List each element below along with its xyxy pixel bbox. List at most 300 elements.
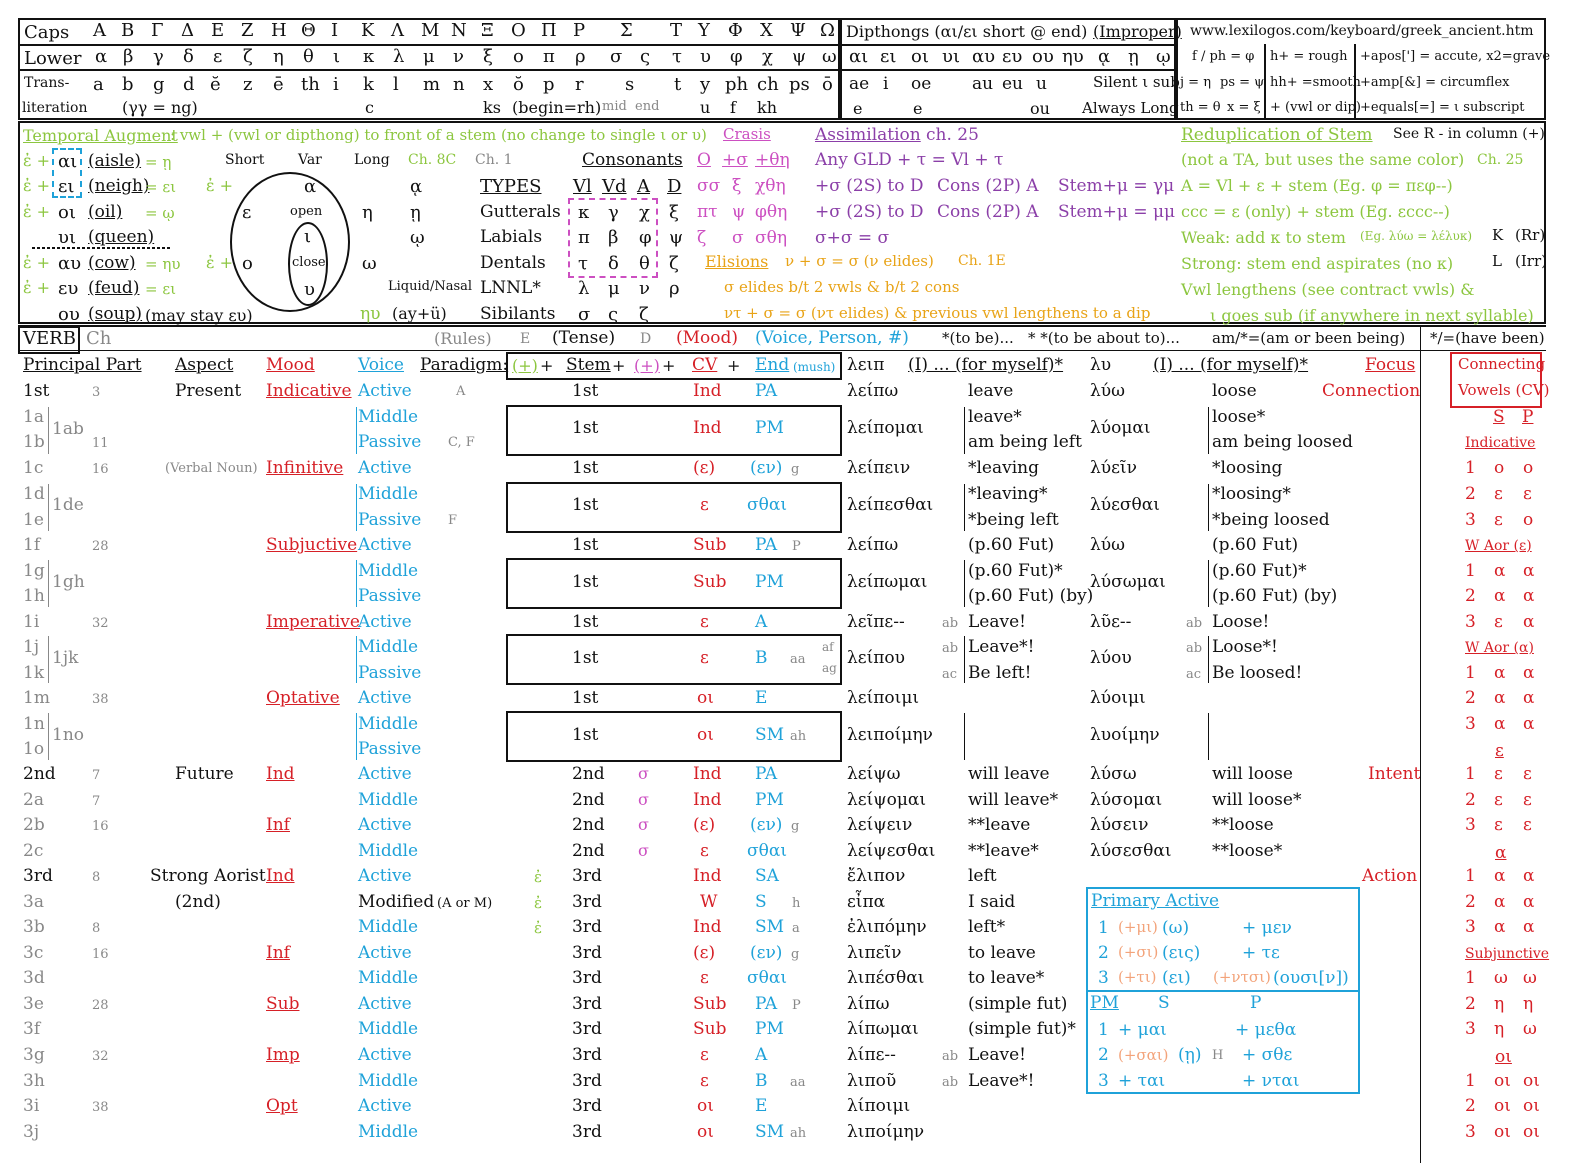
key-hint: +amp[&] = circumflex: [1360, 75, 1510, 90]
caps-letter: Ο: [511, 20, 526, 41]
col-vd: Vd: [602, 176, 627, 197]
pa-ending: (+μι): [1118, 918, 1158, 936]
augment-word: (cow): [88, 253, 136, 273]
caps-letter: Λ: [391, 20, 404, 41]
cons: σ: [578, 304, 591, 325]
leip-meaning: Leave*!: [968, 637, 1035, 657]
stem: 1st: [572, 381, 599, 401]
part-label: 1a: [23, 407, 44, 427]
cv: (ε): [693, 943, 716, 963]
cons-type: Dentals: [480, 253, 546, 273]
group-bracket: [48, 713, 49, 760]
cons: ζ: [669, 253, 679, 274]
translit-note: (begin=rh): [512, 98, 602, 117]
mood: Inf: [266, 815, 290, 835]
assim-rule: +σ (2S) to D: [815, 176, 924, 196]
cv-p-val: η: [1523, 994, 1534, 1014]
cv-s-val: οι: [1494, 1096, 1511, 1116]
lower-letter: β: [123, 46, 134, 67]
row-line: [18, 350, 1546, 351]
ending: SA: [755, 866, 779, 886]
part-label: 1m: [23, 688, 50, 708]
stem: 2nd: [572, 790, 605, 810]
lower-letter: ο: [513, 46, 524, 67]
oval-open: open: [290, 204, 323, 219]
cons: τ: [578, 253, 588, 274]
stem: 3rd: [572, 1045, 602, 1065]
translit-letter: r: [575, 74, 584, 95]
cv-p-val: α: [1523, 866, 1535, 886]
cons-highlight: [568, 198, 658, 278]
cv: ε: [700, 968, 709, 988]
cv-p-val: ε: [1523, 484, 1532, 504]
leip-form: λείπειν: [847, 458, 911, 478]
voice: Active: [358, 458, 412, 478]
group-bracket: [48, 636, 49, 683]
caps-letter: Β: [121, 20, 135, 41]
stem: 3rd: [572, 917, 602, 937]
col-meaning: (I) ... (for myself)*: [908, 355, 1064, 375]
ag-note: ag: [822, 661, 837, 675]
part-label: 1n: [23, 714, 45, 734]
am-label: am/*=(am or been being): [1212, 329, 1406, 347]
caps-letter: Κ: [361, 20, 375, 41]
group-bracket: [48, 560, 49, 607]
lower-letter: ς: [640, 46, 651, 67]
ending-note: h: [792, 896, 801, 911]
part-ch: 32: [92, 616, 109, 631]
ly-meaning: loose: [1212, 381, 1257, 401]
redup-title: Reduplication of Stem: [1181, 125, 1373, 145]
lower-letter: ξ: [483, 46, 493, 67]
col-cv: CV: [692, 355, 718, 375]
cons-o: +θη: [755, 150, 790, 170]
cv-heading: W Aor (α): [1465, 640, 1534, 656]
augment-word: (queen): [88, 227, 155, 247]
cv-num: 3: [1465, 815, 1476, 835]
stem: 2nd: [572, 764, 605, 784]
leip-meaning: I said: [968, 892, 1016, 912]
cv-num: 2: [1465, 790, 1476, 810]
ending: PM: [755, 572, 784, 592]
leip-form: λείψω: [847, 764, 901, 784]
elisions-rule: ν + σ = σ (ν elides): [785, 252, 934, 270]
augment-word: (feud): [88, 278, 140, 298]
caps-letter: Τ: [670, 20, 683, 41]
dipthong: οι: [911, 46, 929, 67]
ly-form: λύσεσθαι: [1090, 841, 1172, 861]
augment-dip: αυ: [58, 253, 82, 274]
augment-result: = ει: [145, 178, 176, 196]
dipthong-translit: u: [1036, 74, 1047, 94]
aspect: Present: [175, 381, 242, 401]
key-hint: + (vwl or dip): [1270, 100, 1361, 115]
key-hint: +apos['] = accute, x2=grave: [1360, 49, 1551, 64]
caps-letter: Ι: [331, 20, 339, 41]
ending: (εν): [750, 458, 783, 478]
redup-line: Vwl lengthens (see contract vwls) &: [1181, 280, 1475, 299]
cv: οι: [697, 1122, 714, 1142]
cv-num: 2: [1465, 994, 1476, 1014]
pm-line: [1088, 990, 1358, 992]
voice: Active: [358, 535, 412, 555]
cv-num: 1: [1465, 1071, 1476, 1091]
pm-ending: + σθε: [1242, 1045, 1293, 1065]
cv-num: 1: [1465, 561, 1476, 581]
ac-note: ac: [942, 667, 958, 682]
dipthong: ηυ: [1062, 46, 1084, 67]
voice: Middle: [358, 790, 419, 810]
leip-meaning: (simple fut)*: [968, 1019, 1076, 1039]
cons-o: χθη: [755, 176, 786, 196]
cv-s-val: η: [1494, 1019, 1505, 1039]
cons-o: ψ: [732, 202, 746, 222]
assim-stem: Stem+μ = μμ: [1058, 202, 1176, 222]
cv: Sub: [693, 535, 727, 555]
part-label: 1d: [23, 484, 45, 504]
leip-form: ἐλιπόμην: [847, 917, 927, 937]
paradigm-note: F: [448, 513, 458, 528]
cv-p-val: α: [1523, 586, 1535, 606]
part-label: 3c: [23, 943, 44, 963]
translit-note: ks: [483, 98, 501, 117]
part-label: 3e: [23, 994, 44, 1014]
cv: (ε): [693, 815, 716, 835]
voice: Modified: [358, 892, 435, 912]
ac-note: ac: [1186, 667, 1202, 682]
mood: Infinitive: [266, 458, 344, 478]
ending-note: g: [791, 462, 800, 477]
cv: ε: [700, 841, 709, 861]
augment-prefix: ἐ +: [23, 278, 51, 297]
primary-title: Primary Active: [1091, 891, 1220, 911]
mood: Imp: [266, 1045, 300, 1065]
cv-s-val: α: [1494, 663, 1506, 683]
aspect: (Verbal Noun): [165, 461, 258, 476]
cv: Ind: [693, 418, 722, 438]
voice: Passive: [358, 663, 422, 683]
leip-meaning: am being left: [968, 432, 1082, 452]
part-label: 1j: [23, 637, 40, 657]
long-eta: ῃ: [410, 202, 421, 223]
mood: Optative: [266, 688, 340, 708]
voice-label: (Voice, Person, #): [755, 328, 909, 348]
leip-meaning: to leave*: [968, 968, 1045, 988]
voice: Middle: [358, 484, 419, 504]
leip-meaning: leave*: [968, 407, 1022, 427]
leip-form: λείψεσθαι: [847, 841, 936, 861]
pm-ending: + μαι: [1118, 1020, 1167, 1040]
af-note: af: [822, 640, 834, 654]
translit-note: end: [635, 99, 660, 114]
assim-title: Assimilation: [815, 125, 921, 145]
redup-irr: (Irr): [1515, 252, 1547, 270]
translit-note: u: [700, 98, 711, 117]
leip-meaning: *leaving*: [968, 484, 1048, 504]
cv-heading: Subjunctive: [1465, 946, 1550, 962]
voice: Active: [358, 1045, 412, 1065]
voice: Middle: [358, 1071, 419, 1091]
translit-letter: p: [543, 74, 555, 95]
cv-num: 3: [1465, 714, 1476, 734]
redup-line: A = Vl + ε + stem (Eg. φ = πεφ--): [1181, 176, 1453, 195]
caps-letter: Ξ: [481, 20, 494, 41]
part-label: 1o: [23, 739, 45, 759]
caps-letter: Α: [93, 20, 106, 41]
row-line: [18, 69, 840, 71]
translit-letter: ch: [757, 74, 779, 95]
cv-num: 3: [1465, 510, 1476, 530]
group-bracket: [964, 713, 965, 760]
assim-rule: +σ (2S) to D: [815, 202, 924, 222]
mood-label: (Mood): [676, 328, 739, 348]
ending: PM: [755, 418, 784, 438]
ending: PA: [755, 764, 778, 784]
ending: SM: [755, 1122, 785, 1142]
redup-l: L: [1492, 252, 1502, 270]
dipthong-translit: i: [883, 74, 889, 94]
leip-meaning: left*: [968, 917, 1006, 937]
voice: Middle: [358, 407, 419, 427]
cv-p-val: ω: [1523, 968, 1537, 988]
d-label: D: [640, 331, 652, 347]
translit-letter: ps: [789, 74, 810, 95]
cv: ε: [700, 1045, 709, 1065]
assim-cons: Cons (2P) A: [937, 176, 1039, 196]
col-principal: Principal Part: [23, 355, 142, 375]
leip-form: εἶπα: [847, 892, 886, 912]
caps-letter: Υ: [698, 20, 710, 41]
tobe-label: *(to be)...: [942, 329, 1014, 347]
stem: 2nd: [572, 841, 605, 861]
cv: Sub: [693, 1019, 727, 1039]
leip-meaning: *leaving: [968, 458, 1040, 478]
caps-letter: Ω: [820, 20, 835, 41]
voice: Middle: [358, 917, 419, 937]
group-bracket: [48, 484, 49, 531]
ly-meaning: will loose: [1212, 764, 1293, 784]
translit-label: Trans-: [24, 75, 70, 91]
ly-form: λύου: [1090, 648, 1132, 668]
leip-meaning: Leave!: [968, 1045, 1026, 1065]
paradigm-group-box: [506, 711, 842, 762]
liquid-note: Liquid/Nasal: [388, 279, 473, 294]
redup-k: K: [1492, 226, 1504, 244]
col-plus: (+): [634, 356, 660, 375]
cv-num: 2: [1465, 1096, 1476, 1116]
pm-num: 1: [1098, 1020, 1109, 1040]
part-label: 3rd: [23, 866, 53, 886]
plus-sigma: σ: [638, 815, 649, 834]
translit-note: c: [365, 98, 374, 117]
lower-letter: γ: [153, 46, 164, 67]
rules-label: (Rules): [434, 329, 492, 348]
lower-letter: ι: [333, 46, 341, 67]
ly-form: λύσω: [1090, 764, 1137, 784]
part-label: 1st: [23, 381, 50, 401]
part-ch: 16: [92, 462, 109, 477]
lower-letter: λ: [393, 46, 405, 67]
dipthong-translit: oe: [911, 74, 932, 94]
ab-note: ab: [1186, 641, 1203, 656]
ly-form: λύσειν: [1090, 815, 1149, 835]
pm-ending: + νται: [1242, 1071, 1300, 1091]
stem: 1st: [572, 725, 599, 745]
cv: (ε): [693, 458, 716, 478]
voice: Active: [358, 612, 412, 632]
stem: 1st: [572, 458, 599, 478]
cons-type: Gutterals: [480, 202, 561, 222]
cv-s-val: ε: [1494, 815, 1503, 835]
voice: Middle: [358, 561, 419, 581]
dipthong: ᾳ: [1098, 46, 1111, 67]
augment-result: = ῳ: [145, 204, 175, 222]
paradigm-group-box: [506, 634, 842, 685]
dipthong: ῳ: [1156, 46, 1171, 67]
paradigm-note: ἐ: [534, 919, 543, 937]
leip-form: λειποίμην: [847, 725, 933, 745]
cv: οι: [697, 688, 714, 708]
ly-meaning: (p.60 Fut): [1212, 535, 1299, 555]
cv: Ind: [693, 790, 722, 810]
group-bracket: [356, 713, 357, 760]
dipthong-translit: ae: [849, 74, 870, 94]
vowel-oval-inner: [288, 222, 328, 306]
stem: 1st: [572, 495, 599, 515]
cv-heading: Indicative: [1465, 435, 1536, 451]
key-hint: hh+ =smooth: [1270, 75, 1361, 90]
caps-letter: Θ: [301, 20, 316, 41]
ly-form: λύεσθαι: [1090, 495, 1160, 515]
ly-meaning: loose*: [1212, 407, 1266, 427]
ch-8c: Ch. 8C: [408, 152, 457, 168]
ending-note: aa: [790, 652, 806, 667]
ending: PA: [755, 381, 778, 401]
stem: 1st: [572, 688, 599, 708]
leip-form: λίπω: [847, 994, 890, 1014]
silent-note: Silent ι sub: [1093, 73, 1180, 91]
focus-action: Action: [1362, 866, 1418, 886]
part-ch: 28: [92, 539, 109, 554]
ly-meaning: **loose: [1212, 815, 1274, 835]
augment-title: Temporal Augment: [23, 126, 178, 145]
cv-s-val: α: [1494, 892, 1506, 912]
cons-o: σθη: [755, 228, 788, 248]
col-a: A: [637, 176, 650, 197]
translit-letter: i: [333, 74, 339, 95]
voice: Active: [358, 1096, 412, 1116]
cv-s-val: α: [1494, 688, 1506, 708]
part-ch: 16: [92, 819, 109, 834]
group-label: 1ab: [52, 419, 84, 439]
paradigm-note: ἐ: [534, 868, 543, 886]
cv-p-val: ε: [1523, 764, 1532, 784]
ab-note: ab: [942, 1049, 959, 1064]
key-hint: j = η: [1180, 75, 1211, 90]
ending-note: g: [791, 947, 800, 962]
ly-form: λύσομαι: [1090, 790, 1163, 810]
translit-note: kh: [757, 98, 777, 117]
ly-form: λύοιμι: [1090, 688, 1146, 708]
always-note: Always Long: [1082, 99, 1179, 117]
leip-meaning: leave: [968, 381, 1014, 401]
assim-rule: Any GLD + τ = Vl + τ: [815, 150, 1004, 170]
group-bracket: [1208, 484, 1209, 531]
translit-letter: ē: [273, 74, 284, 95]
ly-form: λύεῖν: [1090, 458, 1137, 478]
augment-result: = ῃ: [145, 153, 172, 171]
elisions-rule: σ elides b/t 2 vwls & b/t 2 cons: [724, 278, 960, 296]
dash-line: [32, 247, 170, 249]
cv-p-val: ο: [1523, 458, 1534, 478]
ab-note: ab: [942, 1075, 959, 1090]
translit-letter: ph: [725, 74, 749, 95]
cv-p-val: α: [1523, 561, 1535, 581]
oval-close: close: [292, 255, 326, 270]
cv-num: 2: [1465, 892, 1476, 912]
stem: 3rd: [572, 943, 602, 963]
cv: Ind: [693, 764, 722, 784]
cons: λ: [578, 278, 590, 299]
col-leip: λειπ: [847, 355, 885, 375]
ch-label: Ch: [86, 328, 112, 349]
caps-letter: Μ: [421, 20, 440, 41]
lower-letter: τ: [672, 46, 682, 67]
url-text: www.lexilogos.com/keyboard/greek_ancient.htm: [1190, 23, 1534, 39]
dipthong: αυ: [972, 46, 996, 67]
oval-ups: υ: [304, 279, 315, 300]
ly-form: λύω: [1090, 535, 1125, 555]
augment-prefix: ἐ +: [23, 176, 51, 195]
dipthong-translit: eu: [1002, 74, 1024, 94]
plus-sigma: σ: [638, 790, 649, 809]
group-bracket: [356, 407, 357, 454]
mood: Inf: [266, 943, 290, 963]
cv: ε: [700, 495, 709, 515]
redup-line: Weak: add κ to stem: [1181, 228, 1346, 247]
augment-word: (neigh): [88, 176, 150, 196]
caps-letter: Γ: [151, 20, 164, 41]
cv-s-val: ο: [1494, 458, 1505, 478]
translit-letter: y: [700, 74, 711, 95]
ly-meaning: will loose*: [1212, 790, 1302, 810]
lower-letter: ω: [822, 46, 837, 67]
lower-letter: ψ: [792, 46, 807, 67]
cons-o: σ: [732, 228, 744, 248]
leip-form: λείπου: [847, 648, 905, 668]
leip-form: λιποῦ: [847, 1071, 897, 1091]
ending-note: aa: [790, 1075, 806, 1090]
stem: 3rd: [572, 892, 602, 912]
part-ch: 38: [92, 1100, 109, 1115]
cv-num: 3: [1465, 1019, 1476, 1039]
translit-letter: n: [453, 74, 465, 95]
lower-letter: κ: [363, 46, 375, 67]
cons-type: LNNL*: [480, 278, 541, 298]
augment-result: = ηυ: [145, 255, 181, 273]
group-bracket: [356, 636, 357, 683]
augment-ea: ἐ +: [206, 253, 234, 272]
lower-letter: π: [543, 46, 555, 67]
translit-letter: d: [183, 74, 195, 95]
leip-meaning: (p.60 Fut)*: [968, 561, 1063, 581]
cv-p-val: α: [1523, 612, 1535, 632]
cv-num: 1: [1465, 866, 1476, 886]
ending-note: ah: [790, 729, 807, 744]
ly-meaning: (p.60 Fut) (by): [1212, 586, 1338, 606]
leip-form: λείπομαι: [847, 418, 924, 438]
part-label: 3d: [23, 968, 45, 988]
